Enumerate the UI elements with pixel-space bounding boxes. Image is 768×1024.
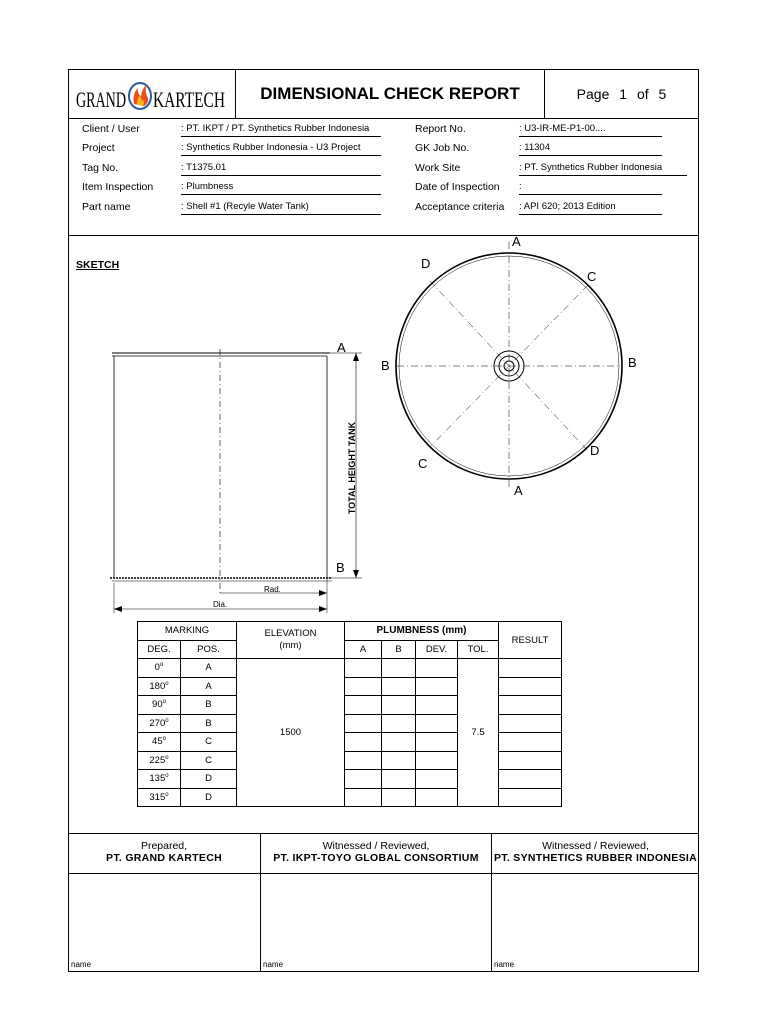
dev-header: DEV. [416,640,458,659]
acceptance-label: Acceptance criteria [415,201,505,213]
radius-label: Rad. [264,585,281,594]
table-row [138,751,562,770]
project-value: : Synthetics Rubber Indonesia - U3 Project [181,141,381,156]
page-indicator [545,70,698,118]
result-cell [499,714,562,733]
plan-label-c-top: C [587,269,597,284]
elevation-cell: 1500 [237,659,345,807]
a-cell [345,714,382,733]
work-site-value: : PT. Synthetics Rubber Indonesia [519,161,687,176]
result-header: RESULT [499,622,562,659]
signature-witness-sri [492,840,699,864]
company-logo [70,72,234,116]
signature-header-divider [68,873,699,874]
a-cell [345,751,382,770]
plan-label-b-left: B [381,358,390,373]
part-name-value: : Shell #1 (Recyle Water Tank) [181,200,381,215]
dev-cell [416,659,458,678]
acceptance-value: : API 620; 2013 Edition [519,200,662,215]
pos-cell: D [181,770,237,789]
signature-company: PT. GRAND KARTECH [106,852,222,864]
plan-label-c-bottom: C [418,456,428,471]
pos-cell: B [181,714,237,733]
pos-cell: A [181,677,237,696]
b-cell [382,659,416,678]
marking-header: MARKING [138,622,237,641]
plan-label-b-right: B [628,355,637,370]
svg-text:GRAND: GRAND [76,87,126,112]
plan-label-a-top: A [512,234,521,249]
signature-prepared [68,840,260,864]
a-cell [345,659,382,678]
result-cell [499,788,562,807]
b-cell [382,788,416,807]
pos-cell: A [181,659,237,678]
job-no-label: GK Job No. [415,142,470,154]
table-row [138,770,562,789]
deg-cell: 225$^o$ [138,751,181,770]
signature-company: PT. SYNTHETICS RUBBER INDONESIA [494,852,697,864]
signature-name-label: name [71,960,92,969]
a-cell [345,770,382,789]
result-cell [499,751,562,770]
deg-cell: 45$^o$ [138,733,181,752]
result-cell [499,770,562,789]
signature-witness-ikpt [261,840,491,864]
plumbness-table [137,621,562,807]
table-row [138,677,562,696]
b-cell [382,696,416,715]
report-no-label: Report No. [415,123,466,135]
date-label: Date of Inspection [415,181,500,193]
table-row [138,714,562,733]
result-cell [499,677,562,696]
signature-role: Witnessed / Reviewed, [322,840,430,852]
pos-cell: C [181,733,237,752]
tag-value: : T1375.01 [181,161,381,176]
deg-cell: 180$^o$ [138,677,181,696]
deg-header: DEG. [138,640,181,659]
part-name-label: Part name [82,201,131,213]
signature-company: PT. IKPT-TOYO GLOBAL CONSORTIUM [273,852,479,864]
deg-cell: 270$^o$ [138,714,181,733]
page-of: of [636,86,649,102]
a-header: A [345,640,382,659]
job-no-value: : 11304 [519,141,662,156]
a-cell [345,788,382,807]
header-divider [68,118,699,119]
pos-cell: C [181,751,237,770]
elevation-header-label: ELEVATION [264,628,317,639]
project-label: Project [82,142,115,154]
plumbness-header: PLUMBNESS (mm) [345,622,499,641]
table-row [138,788,562,807]
report-no-value: : U3-IR-ME-P1-00.... [519,122,662,137]
sketch-divider [68,833,699,834]
deg-cell: 0$^o$ [138,659,181,678]
b-cell [382,733,416,752]
info-divider [68,235,699,236]
deg-cell: 135$^o$ [138,770,181,789]
item-inspection-value: : Plumbness [181,180,381,195]
signature-name-label: name [263,960,284,969]
deg-cell: 90$^o$ [138,696,181,715]
table-row [138,659,562,678]
report-title: DIMENSIONAL CHECK REPORT [260,84,520,103]
tolerance-cell: 7.5 [458,659,499,807]
signature-role: Witnessed / Reviewed, [542,840,649,852]
dev-cell [416,733,458,752]
client-value: : PT. IKPT / PT. Synthetics Rubber Indonesia [181,122,381,137]
plan-label-a-bottom: A [514,483,523,498]
dev-cell [416,770,458,789]
deg-cell: 315$^o$ [138,788,181,807]
total-height-label: TOTAL HEIGHT TANK [347,421,357,515]
dev-cell [416,677,458,696]
elevation-header-unit: (mm) [279,640,302,651]
svg-text:KARTECH: KARTECH [153,87,226,112]
signature-role: Prepared, [140,840,188,852]
dev-cell [416,751,458,770]
b-cell [382,770,416,789]
plan-label-d-top: D [421,256,431,271]
pos-cell: D [181,788,237,807]
table-row [138,696,562,715]
page-total: 5 [658,86,667,102]
sketch-heading: SKETCH [76,259,120,271]
dev-cell [416,696,458,715]
page-number: 1 [619,86,628,102]
plan-label-d-bottom: D [590,443,600,458]
elevation-header [237,622,345,659]
b-cell [382,714,416,733]
elevation-label-b: B [336,560,345,575]
result-cell [499,696,562,715]
a-cell [345,696,382,715]
pos-cell: B [181,696,237,715]
tag-label: Tag No. [82,162,119,174]
client-label: Client / User [82,123,140,135]
b-cell [382,677,416,696]
diameter-label: Dia. [213,600,228,609]
b-cell [382,751,416,770]
item-inspection-label: Item Inspection [82,181,154,193]
b-header: B [382,640,416,659]
date-value: : [519,180,662,195]
tank-elevation-sketch [100,335,370,615]
tol-header: TOL. [458,640,499,659]
result-cell [499,733,562,752]
a-cell [345,733,382,752]
dev-cell [416,788,458,807]
work-site-label: Work Site [415,162,461,174]
a-cell [345,677,382,696]
table-row [138,733,562,752]
pos-header: POS. [181,640,237,659]
page-word: Page [576,86,610,102]
dev-cell [416,714,458,733]
elevation-label-a: A [337,340,346,355]
signature-name-label: name [494,960,515,969]
result-cell [499,659,562,678]
